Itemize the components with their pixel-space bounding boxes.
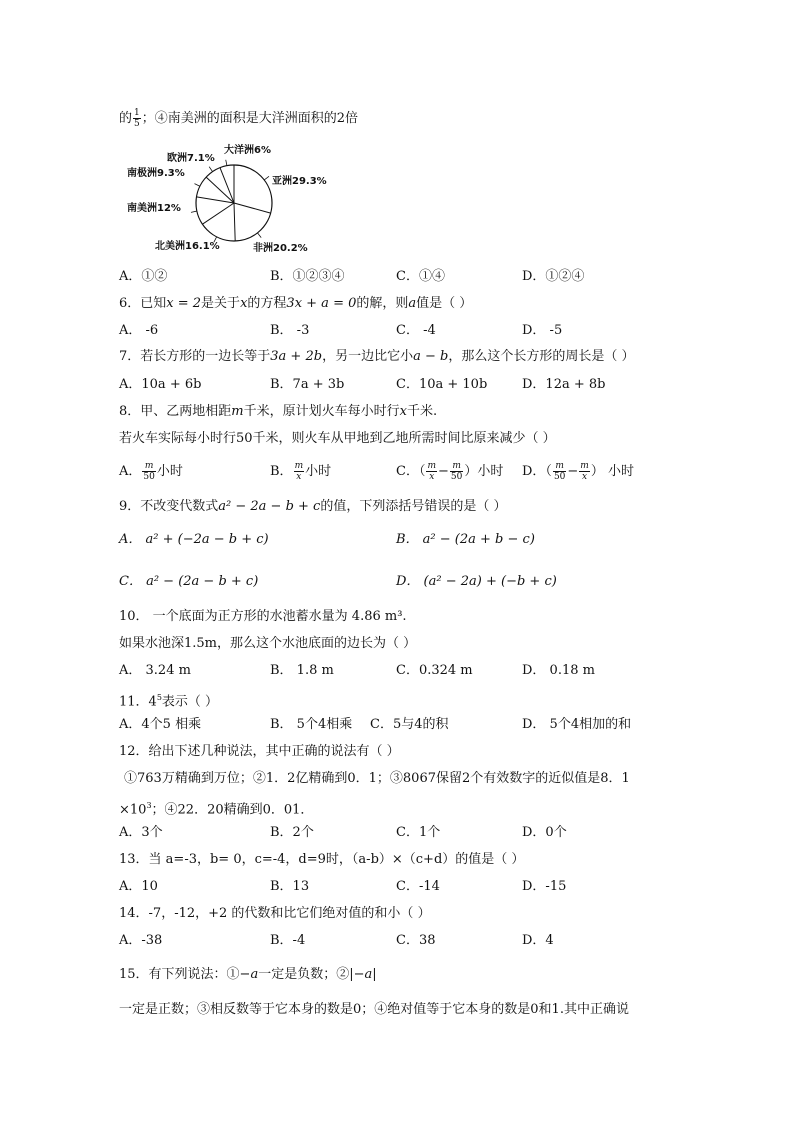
q10-option-d[interactable]: D． 0.18 m (522, 663, 595, 678)
q8-option-d[interactable]: D．（ $\frac{m}{50}$ − $\frac{m}{x}$ ） 小时 (522, 461, 634, 482)
pie-leader-5 (209, 167, 212, 172)
q4-statement-tail: 的 $\frac{1}{5}$ ；④南美洲的面积是大洋洲面积的2倍 (119, 108, 359, 129)
q8-option-c[interactable]: C．（ $\frac{m}{x}$ − $\frac{m}{50}$ ）小时 (396, 461, 504, 482)
q14-option-a[interactable]: A．-38 (119, 933, 163, 948)
q6-option-b[interactable]: B． -3 (270, 323, 310, 338)
q10-stem-line1: 10． 一个底面为正方形的水池蓄水量为 4.86 m³. (119, 609, 407, 624)
q5-option-a[interactable]: A．①② (119, 269, 168, 284)
q9-option-c[interactable]: C． a² − (2a − b + c) (119, 574, 259, 589)
q9-option-d[interactable]: D． (a² − 2a) + (−b + c) (396, 574, 557, 589)
pie-label-4: 南极洲9.3% (127, 168, 185, 179)
q9-stem: 9．不改变代数式a² − 2a − b + c的值，下列添括号错误的是（ ） (119, 499, 507, 514)
q15-stem-line2: 一定是正数；③相反数等于它本身的数是0；④绝对值等于它本身的数是0和1.其中正确说 (119, 1002, 629, 1017)
q9-option-b[interactable]: B． a² − (2a + b − c) (396, 532, 535, 547)
q12-option-c[interactable]: C．1个 (396, 825, 441, 840)
q11-option-c[interactable]: C．5与4的积 (370, 717, 449, 732)
pie-label-2: 北美洲16.1% (155, 241, 220, 252)
q11-option-a[interactable]: A．4个5 相乘 (119, 717, 202, 732)
continent-area-pie-chart (119, 140, 327, 260)
q7-option-c[interactable]: C．10a + 10b (396, 377, 488, 392)
q6-option-a[interactable]: A． -6 (119, 323, 159, 338)
pie-label-6: 大洋洲6% (224, 145, 271, 156)
q6-option-c[interactable]: C． -4 (396, 323, 436, 338)
pie-leader-1 (257, 233, 261, 238)
fraction-one-fifth: $\frac{1}{5}$ (134, 108, 140, 129)
q7-stem: 7．若长方形的一边长等于3a + 2b，另一边比它小a − b，那么这个长方形的周长是（ ） (119, 349, 635, 364)
q6-stem: 6．已知x = 2是关于x的方程3x + a = 0的解，则a值是（ ） (119, 296, 473, 311)
q7-option-d[interactable]: D．12a + 8b (522, 377, 606, 392)
q5-option-d[interactable]: D．①②④ (522, 269, 585, 284)
pie-label-3: 南美洲12% (127, 203, 181, 214)
q7-option-b[interactable]: B．7a + 3b (270, 377, 345, 392)
q13-option-a[interactable]: A．10 (119, 879, 158, 894)
q5-option-c[interactable]: C．①④ (396, 269, 445, 284)
q8-stem-line1: 8．甲、乙两地相距m千米，原计划火车每小时行x千米. (119, 404, 438, 419)
q10-stem-line2: 如果水池深1.5m，那么这个水池底面的边长为（ ） (119, 636, 417, 651)
q14-option-b[interactable]: B．-4 (270, 933, 306, 948)
q12-option-d[interactable]: D．0个 (522, 825, 567, 840)
q10-option-b[interactable]: B． 1.8 m (270, 663, 334, 678)
q11-option-b[interactable]: B． 5个4相乘 (270, 717, 353, 732)
pie-leader-4 (194, 184, 199, 187)
q15-stem-line1: 15．有下列说法：①−a一定是负数；②|−a| (119, 967, 377, 982)
q13-option-b[interactable]: B．13 (270, 879, 310, 894)
q9-option-a[interactable]: A． a² + (−2a − b + c) (119, 532, 269, 547)
q8-stem-line2: 若火车实际每小时行50千米，则火车从甲地到乙地所需时间比原来减少（ ） (119, 431, 556, 446)
q12-stem: 12．给出下述几种说法，其中正确的说法有（ ） (119, 744, 400, 759)
pie-leader-6 (226, 160, 227, 166)
q10-option-c[interactable]: C．0.324 m (396, 663, 473, 678)
q5-option-b[interactable]: B．①②③④ (270, 269, 345, 284)
q14-stem: 14．-7，-12，+2 的代数和比它们绝对值的和小（ ） (119, 906, 431, 921)
q8-option-b[interactable]: B． $\frac{m}{x}$ 小时 (270, 461, 332, 482)
pie-label-1: 非洲20.2% (253, 243, 308, 254)
q12-statements-line1: ①763万精确到万位；②1．2亿精确到0．1；③8067保留2个有效数字的近似值是8．1 (124, 771, 630, 786)
q12-option-a[interactable]: A．3个 (119, 825, 163, 840)
q6-option-d[interactable]: D． -5 (522, 323, 563, 338)
q12-option-b[interactable]: B．2个 (270, 825, 314, 840)
q11-option-d[interactable]: D． 5个4相加的和 (522, 717, 632, 732)
q13-stem: 13．当 a=-3，b= 0，c=-4，d=9时，（a-b）×（c+d）的值是（ ） (119, 852, 525, 867)
q11-stem: 11．$4^5$表示（ ） (119, 693, 219, 710)
pie-leader-0 (264, 176, 269, 180)
pie-label-0: 亚洲29.3% (272, 176, 327, 187)
q7-option-a[interactable]: A．10a + 6b (119, 377, 202, 392)
q14-option-d[interactable]: D．4 (522, 933, 554, 948)
q8-option-a[interactable]: A． $\frac{m}{50}$ 小时 (119, 461, 183, 482)
q14-option-c[interactable]: C．38 (396, 933, 436, 948)
pie-label-5: 欧洲7.1% (167, 153, 215, 164)
q10-option-a[interactable]: A． 3.24 m (119, 663, 191, 678)
pie-leader-3 (191, 211, 197, 212)
q12-statements-line2: $\times 10^3$；④22．20精确到0．01． (119, 801, 314, 818)
q13-option-c[interactable]: C．-14 (396, 879, 440, 894)
q13-option-d[interactable]: D．-15 (522, 879, 567, 894)
